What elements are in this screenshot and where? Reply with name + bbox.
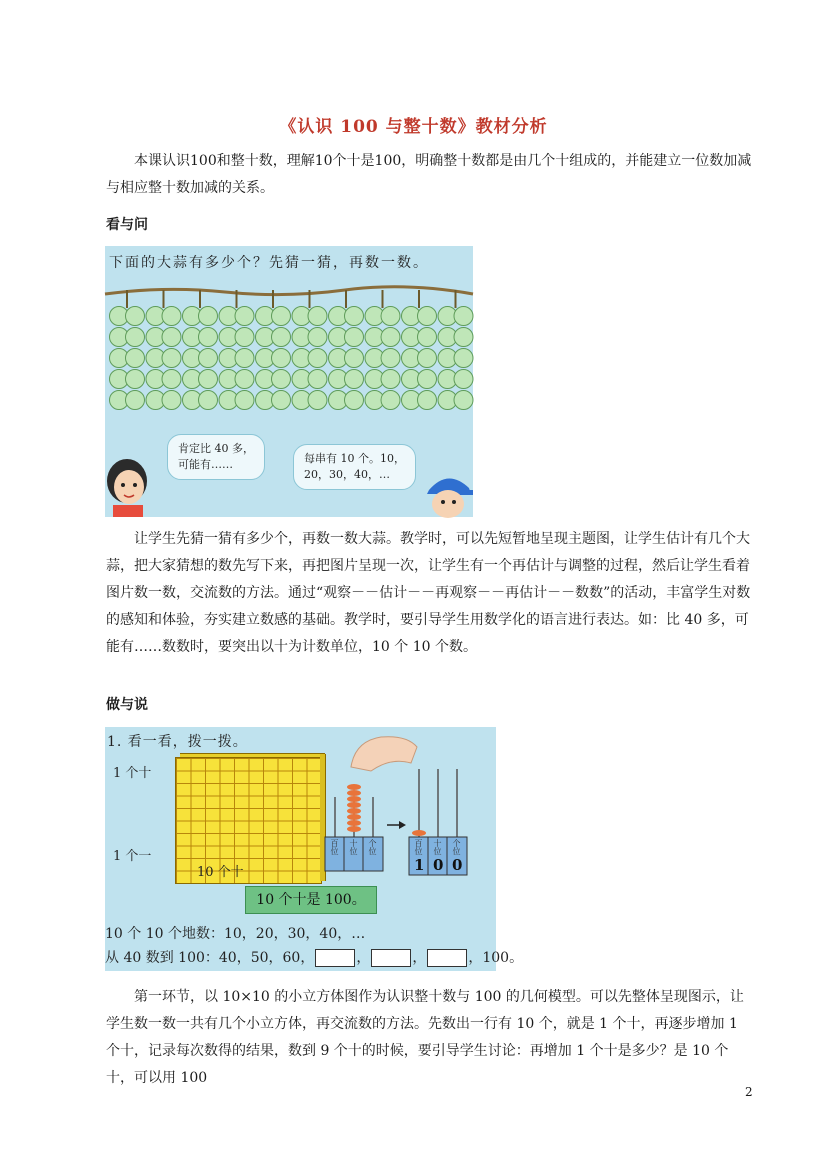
garlic-string (402, 290, 437, 410)
boy-speech-bubble (293, 444, 416, 490)
garlic-bulb (345, 307, 364, 326)
garlic-bulb (454, 370, 473, 389)
place-ones: 个位 (452, 839, 461, 855)
label-ten-tens: 10 个十 (197, 865, 244, 880)
garlic-bulb (199, 349, 218, 368)
garlic-bulb (272, 391, 291, 410)
garlic-bulb (162, 307, 181, 326)
section1-paragraph: 让学生先猜一猜有多少个，再数一数大蒜。教学时，可以先短暂地呈现主题图，让学生估计有几个大蒜，把大家猜想的数先写下来，再把图片呈现一次，让学生有一个再估计与调整的过程，然后让学生看着图片数一数，交流数的方法。通过“观察－－估计－－再观察－－再估计－－数数”的活动，丰富学生对数的感知和体验，夯实建立数感的基础。教学时，要引导学生用数学化的语言进行表达。如：比 40 多，可能有……数数时，要突出以十为计数单位，10 个 10 个数。 (106, 531, 751, 655)
garlic-bulb (345, 391, 364, 410)
garlic-bulb (454, 328, 473, 347)
garlic-string (292, 290, 327, 410)
garlic-bulb (162, 370, 181, 389)
garlic-bulb (272, 349, 291, 368)
garlic-string (146, 290, 181, 410)
garlic-figure (105, 246, 473, 517)
place-ones: 个位 (368, 839, 377, 855)
garlic-bulb (126, 370, 145, 389)
garlic-bulb (345, 349, 364, 368)
girl-bubble-line: 肯定比 40 多， (178, 442, 254, 455)
garlic-bulb (126, 307, 145, 326)
abacus-before (323, 797, 385, 877)
digit-hundreds: 1 (414, 856, 425, 874)
garlic-bulb (418, 307, 437, 326)
label-one-ten: 1 个十 (113, 766, 152, 781)
count-40-to-100-line: 从 40 数到 100：40，50，60， ， ， ，100。 (105, 950, 524, 966)
digit-ones: 0 (452, 856, 463, 874)
garlic-string (219, 290, 254, 410)
garlic-bulb (235, 391, 254, 410)
page-number: 2 (745, 1085, 753, 1099)
figure-prompt: 1. 看一看，拨一拨。 (107, 734, 248, 750)
garlic-bulb (126, 349, 145, 368)
line2-suffix: ，100。 (468, 950, 524, 966)
garlic-string (438, 290, 473, 410)
garlic-bulb (308, 307, 327, 326)
garlic-bulb (381, 307, 400, 326)
answer-box[interactable] (371, 949, 411, 967)
garlic-bulb (199, 370, 218, 389)
garlic-strings (105, 282, 473, 452)
garlic-bulb (235, 307, 254, 326)
hundred-banner: 10 个十是 100。 (245, 886, 377, 914)
place-tens: 十位 (433, 839, 442, 855)
arrow-right-icon (387, 819, 407, 831)
girl-character-icon (105, 451, 153, 517)
garlic-string (329, 290, 364, 410)
garlic-string (365, 290, 400, 410)
garlic-bulb (418, 328, 437, 347)
label-one-unit: 1 个一 (113, 849, 152, 864)
answer-box[interactable] (427, 949, 467, 967)
intro-paragraph: 本课认识100和整十数，理解10个十是100，明确整十数都是由几个十组成的，并能建立一位数加减与相应整十数加减的关系。 (106, 153, 752, 196)
boy-bubble-line: 每串有 10 个。10， (304, 452, 405, 465)
garlic-bulb (345, 370, 364, 389)
garlic-bulb (235, 349, 254, 368)
boy-bubble-line: 20，30，40，… (304, 468, 390, 481)
garlic-bulb (272, 307, 291, 326)
garlic-bulb (162, 391, 181, 410)
girl-bubble-line: 可能有…… (178, 458, 233, 471)
garlic-bulb (418, 370, 437, 389)
garlic-bulb (162, 349, 181, 368)
garlic-bulb (308, 349, 327, 368)
garlic-bulb (418, 349, 437, 368)
garlic-bulb (418, 391, 437, 410)
garlic-string (183, 290, 218, 410)
answer-box[interactable] (315, 949, 355, 967)
digit-tens: 0 (433, 856, 444, 874)
place-hundreds: 百位 (414, 839, 423, 855)
garlic-bulb (199, 391, 218, 410)
garlic-bulb (454, 391, 473, 410)
garlic-bulb (454, 349, 473, 368)
section2-paragraph: 第一环节，以 10×10 的小立方体图作为认识整十数与 100 的几何模型。可以先整体呈现图示，让学生数一数一共有几个小立方体，再交流数的方法。先数出一行有 10 个，就是 1 个十，再逐步增加 1 个十，记录每次数得的结果，数到 9 个十的时候，要引导学生讨论：再增加 1 个十是多少？是 10 个十，可以用 100 (106, 989, 744, 1086)
garlic-bulb (199, 307, 218, 326)
garlic-bulb (162, 328, 181, 347)
garlic-bulb (308, 370, 327, 389)
place-hundreds: 百位 (330, 839, 339, 855)
rope (105, 287, 473, 295)
garlic-string (256, 290, 291, 410)
garlic-bulb (381, 349, 400, 368)
cube-abacus-figure (105, 727, 524, 971)
garlic-bulb (308, 328, 327, 347)
girl-speech-bubble (167, 434, 265, 480)
figure-prompt: 下面的大蒜有多少个？先猜一猜，再数一数。 (109, 255, 429, 271)
garlic-bulb (381, 391, 400, 410)
section-heading-look-ask: 看与问 (106, 217, 148, 233)
boy-character-icon (423, 468, 473, 518)
garlic-bulb (235, 370, 254, 389)
garlic-bulb (308, 391, 327, 410)
line2-prefix: 从 40 数到 100：40，50，60， (105, 950, 315, 966)
garlic-bulb (272, 328, 291, 347)
count-by-tens-line: 10 个 10 个地数：10，20，30，40，… (105, 926, 366, 942)
garlic-bulb (381, 370, 400, 389)
page-title: 《认识 100 与整十数》教材分析 (279, 117, 548, 137)
garlic-bulb (454, 307, 473, 326)
garlic-bulb (345, 328, 364, 347)
place-tens: 十位 (349, 839, 358, 855)
section-heading-do-say: 做与说 (106, 697, 148, 713)
garlic-bulb (272, 370, 291, 389)
garlic-string (110, 290, 145, 410)
garlic-bulb (235, 328, 254, 347)
garlic-bulb (199, 328, 218, 347)
garlic-bulb (126, 391, 145, 410)
garlic-bulb (381, 328, 400, 347)
garlic-bulb (126, 328, 145, 347)
